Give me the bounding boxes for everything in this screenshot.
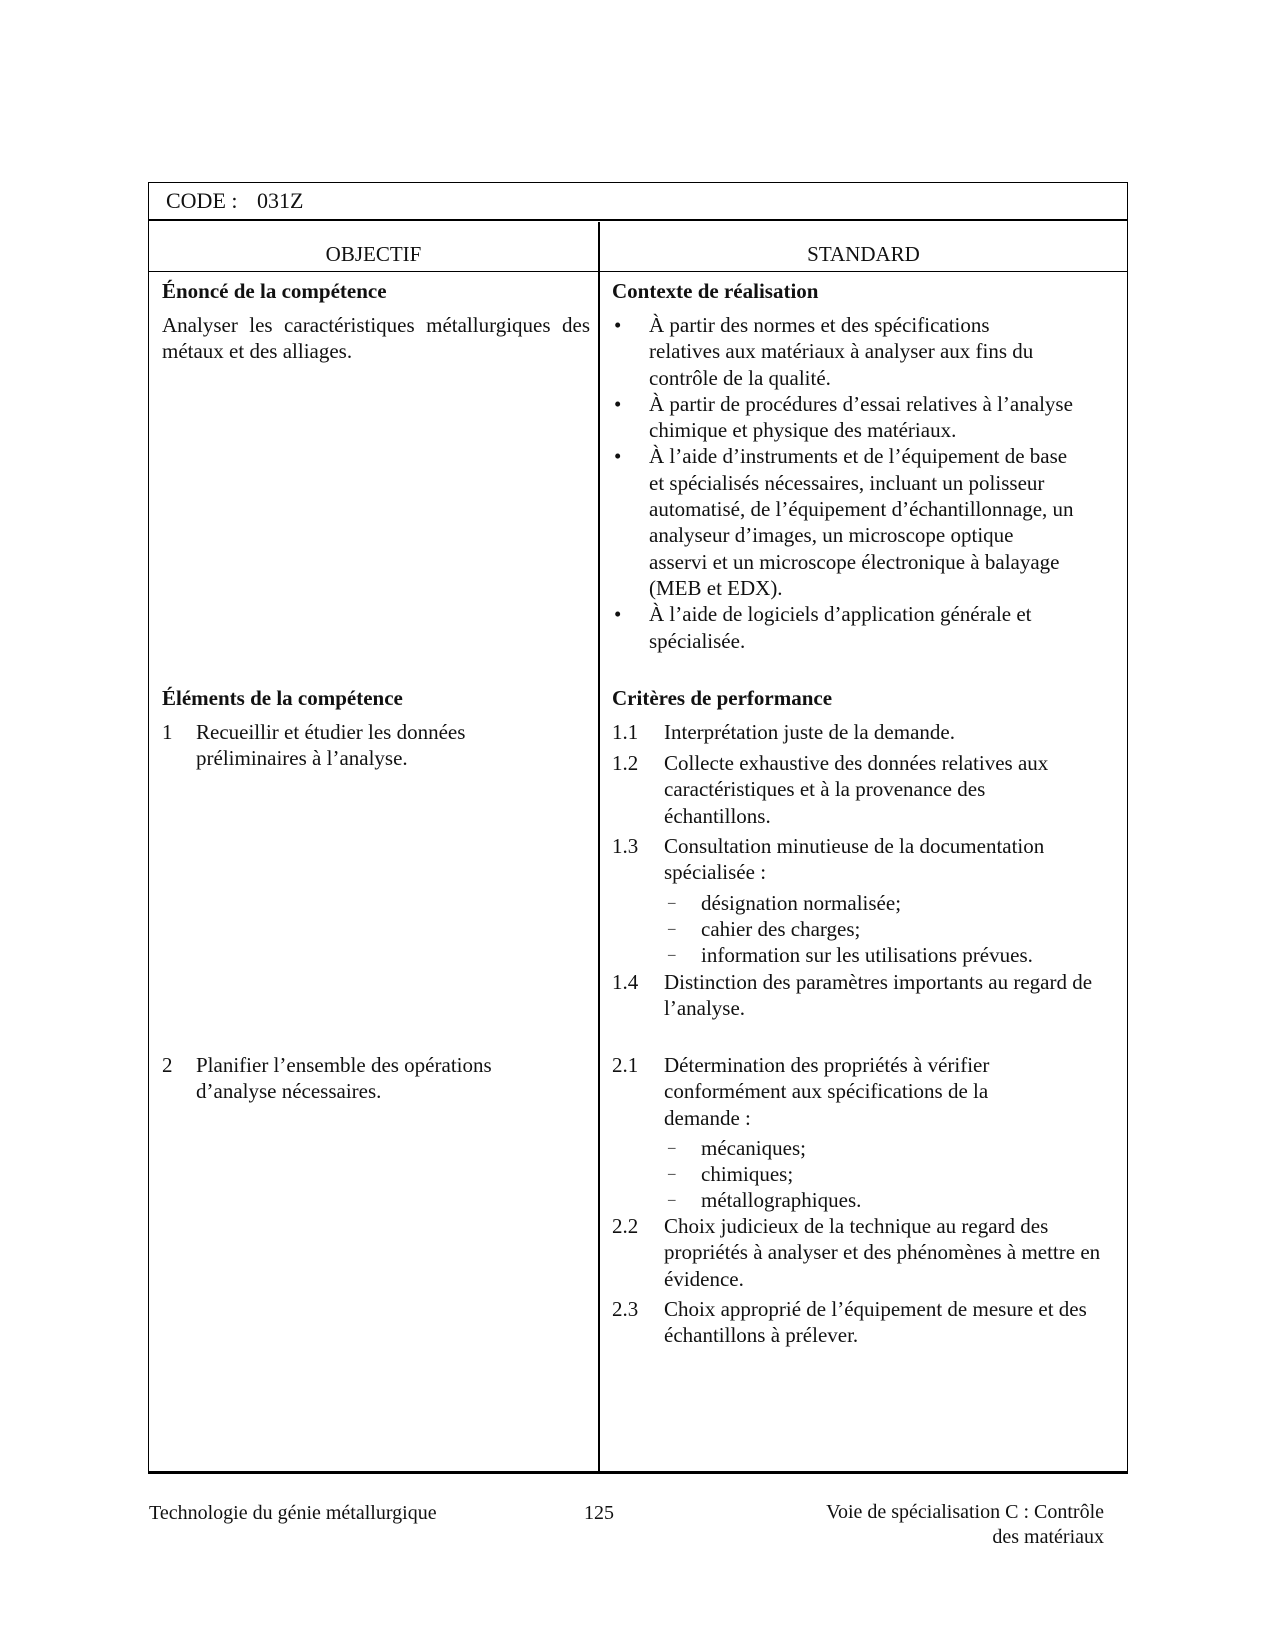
sub-item <box>612 942 1112 968</box>
critere-text: Détermination des propriétés à vérifier conformément aux spécifications de la demande : <box>664 1053 990 1130</box>
critere-number: 1.4 <box>612 970 639 994</box>
critere-number: 1.3 <box>612 834 639 858</box>
critere-number: 1.2 <box>612 751 639 775</box>
sub-text: information sur les utilisations prévues. <box>701 943 1033 968</box>
critere-1-3 <box>612 833 1112 968</box>
critere-1-4 <box>612 969 1112 1022</box>
sub-list <box>612 1135 1112 1214</box>
sub-text: désignation normalisée; <box>701 890 902 915</box>
enonce-text: Analyser les caractéristiques métallurgiques des métaux et des alliages. <box>162 313 590 364</box>
bullet-icon: • <box>614 444 622 469</box>
critere-1-1 <box>612 719 1112 745</box>
sub-item <box>612 890 1112 916</box>
sub-text: chimiques; <box>701 1162 794 1187</box>
critere-text: Choix approprié de l’équipement de mesure et des échantillons à prélever. <box>664 1297 1087 1348</box>
critere-2-2 <box>612 1213 1117 1292</box>
sub-item <box>612 1161 1112 1187</box>
sub-item <box>612 1187 1112 1213</box>
element-number: 1 <box>162 720 173 744</box>
critere-2-3 <box>612 1296 1112 1349</box>
element-item <box>162 1052 582 1105</box>
table-border-left <box>148 182 149 1474</box>
critere-text: Collecte exhaustive des données relatives aux caractéristiques et à la provenance des échantillons. <box>664 751 1049 828</box>
sub-list <box>612 890 1112 969</box>
contexte-bullet <box>612 312 1082 391</box>
sub-item <box>612 916 1112 942</box>
critere-text: Distinction des paramètres importants au regard de l’analyse. <box>664 970 1093 1021</box>
table-border-top <box>148 182 1128 183</box>
code-value: 031Z <box>257 188 304 213</box>
critere-text: Interprétation juste de la demande. <box>664 720 955 744</box>
critere-number: 1.1 <box>612 720 639 744</box>
contexte-bullet <box>612 443 1082 601</box>
code-row-divider <box>148 219 1128 221</box>
footer-right-line2: des matériaux <box>992 1526 1104 1548</box>
criteres-heading: Critères de performance <box>612 686 833 710</box>
dash-icon: – <box>668 1166 676 1183</box>
elements-heading: Éléments de la compétence <box>162 686 403 710</box>
table-border-right <box>1127 182 1128 1474</box>
bullet-icon: • <box>614 391 622 416</box>
contexte-bullet <box>612 601 1082 654</box>
sub-text: métallographiques. <box>701 1188 862 1213</box>
footer-right-line1: Voie de spécialisation C : Contrôle <box>826 1501 1104 1523</box>
header-row-divider <box>148 271 1128 272</box>
element-item <box>162 719 582 772</box>
critere-number: 2.2 <box>612 1214 639 1238</box>
contexte-list <box>612 312 1082 654</box>
enonce-heading: Énoncé de la compétence <box>162 279 387 303</box>
code-field <box>166 188 303 214</box>
sub-item <box>612 1135 1112 1161</box>
critere-2-1 <box>612 1052 1112 1214</box>
bullet-text: À l’aide d’instruments et de l’équipement de base et spécialisés nécessaires, incluant un polisseur automatisé, de l’équipement d’échantillonnage, un analyseur d’images, un microscope optique asservi et un microscope électronique à balayage (MEB et EDX). <box>649 444 1074 600</box>
code-label: CODE : <box>166 188 238 213</box>
dash-icon: – <box>668 894 676 911</box>
table-border-bottom <box>148 1471 1128 1474</box>
dash-icon: – <box>668 920 676 937</box>
column-divider <box>598 222 600 1472</box>
element-number: 2 <box>162 1053 173 1077</box>
dash-icon: – <box>668 1139 676 1156</box>
dash-icon: – <box>668 1192 676 1209</box>
contexte-bullet <box>612 391 1082 444</box>
header-standard: STANDARD <box>807 242 920 266</box>
critere-text: Choix judicieux de la technique au regard des propriétés à analyser et des phénomènes à mettre en évidence. <box>664 1214 1101 1291</box>
header-objectif: OBJECTIF <box>325 242 422 266</box>
contexte-heading: Contexte de réalisation <box>612 279 819 303</box>
critere-1-2 <box>612 750 1112 829</box>
critere-number: 2.3 <box>612 1297 639 1321</box>
footer-left: Technologie du génie métallurgique <box>149 1502 437 1524</box>
footer-page-number: 125 <box>584 1502 614 1524</box>
critere-text: Consultation minutieuse de la documentation spécialisée : <box>664 834 1045 885</box>
bullet-text: À partir des normes et des spécifications relatives aux matériaux à analyser aux fins du contrôle de la qualité. <box>649 313 1034 390</box>
element-text: Recueillir et étudier les données préliminaires à l’analyse. <box>196 720 466 771</box>
dash-icon: – <box>668 947 676 964</box>
sub-text: cahier des charges; <box>701 916 861 941</box>
bullet-text: À l’aide de logiciels d’application générale et spécialisée. <box>649 602 1032 653</box>
footer-right <box>826 1500 1104 1550</box>
element-text: Planifier l’ensemble des opérations d’analyse nécessaires. <box>196 1053 492 1104</box>
sub-text: mécaniques; <box>701 1135 806 1160</box>
critere-number: 2.1 <box>612 1053 639 1077</box>
bullet-text: À partir de procédures d’essai relatives à l’analyse chimique et physique des matériaux. <box>649 391 1073 443</box>
bullet-icon: • <box>614 313 622 337</box>
bullet-icon: • <box>614 602 622 627</box>
